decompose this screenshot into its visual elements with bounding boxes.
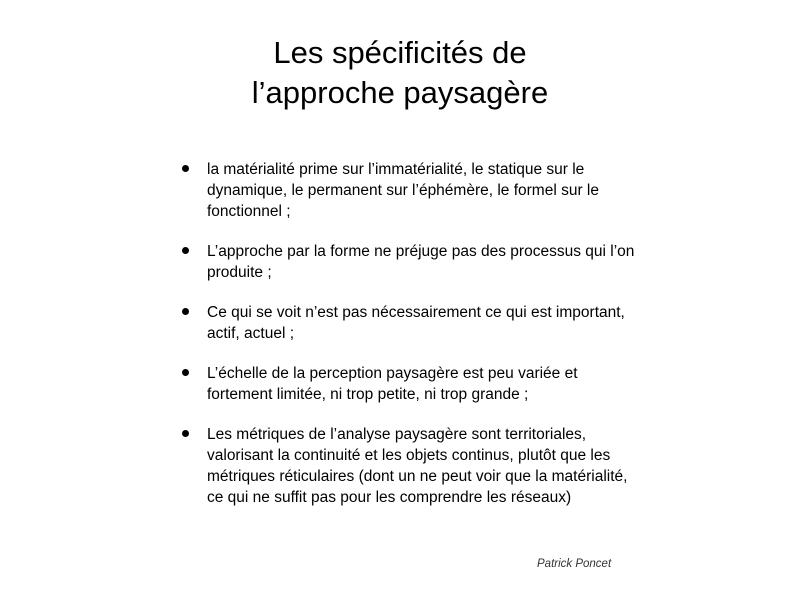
slide-title (0, 33, 800, 113)
bullet-icon (182, 165, 189, 172)
bullet-text: la matérialité prime sur l’immatérialité, le statique sur le dynamique, le permanent sur l’éphémère, le formel sur le fonctionnel ; (207, 161, 599, 220)
bullet-item (180, 241, 640, 283)
bullet-item (180, 302, 640, 344)
bullet-text: L’approche par la forme ne préjuge pas des processus qui l’on produite ; (207, 243, 635, 281)
bullet-icon (182, 308, 189, 315)
bullet-text: L’échelle de la perception paysagère est peu variée et fortement limitée, ni trop petite, ni trop grande ; (207, 365, 578, 403)
bullet-list (180, 159, 640, 527)
bullet-text: Les métriques de l’analyse paysagère sont territoriales, valorisant la continuité et les objets continus, plutôt que les métriques réticulaires (dont un ne peut voir que la matérialité, ce qui ne suffit pas pour les comprendre les réseaux) (207, 426, 628, 506)
author-credit: Patrick Poncet (537, 558, 612, 570)
slide-title-line-1: Les spécificités de (273, 35, 527, 70)
bullet-icon (182, 369, 189, 376)
bullet-item (180, 159, 640, 222)
bullet-text: Ce qui se voit n’est pas nécessairement ce qui est important, actif, actuel ; (207, 304, 625, 342)
bullet-icon (182, 247, 189, 254)
slide-title-line-2: l’approche paysagère (251, 75, 549, 110)
bullet-item (180, 363, 640, 405)
bullet-item (180, 424, 640, 508)
bullet-icon (182, 430, 189, 437)
